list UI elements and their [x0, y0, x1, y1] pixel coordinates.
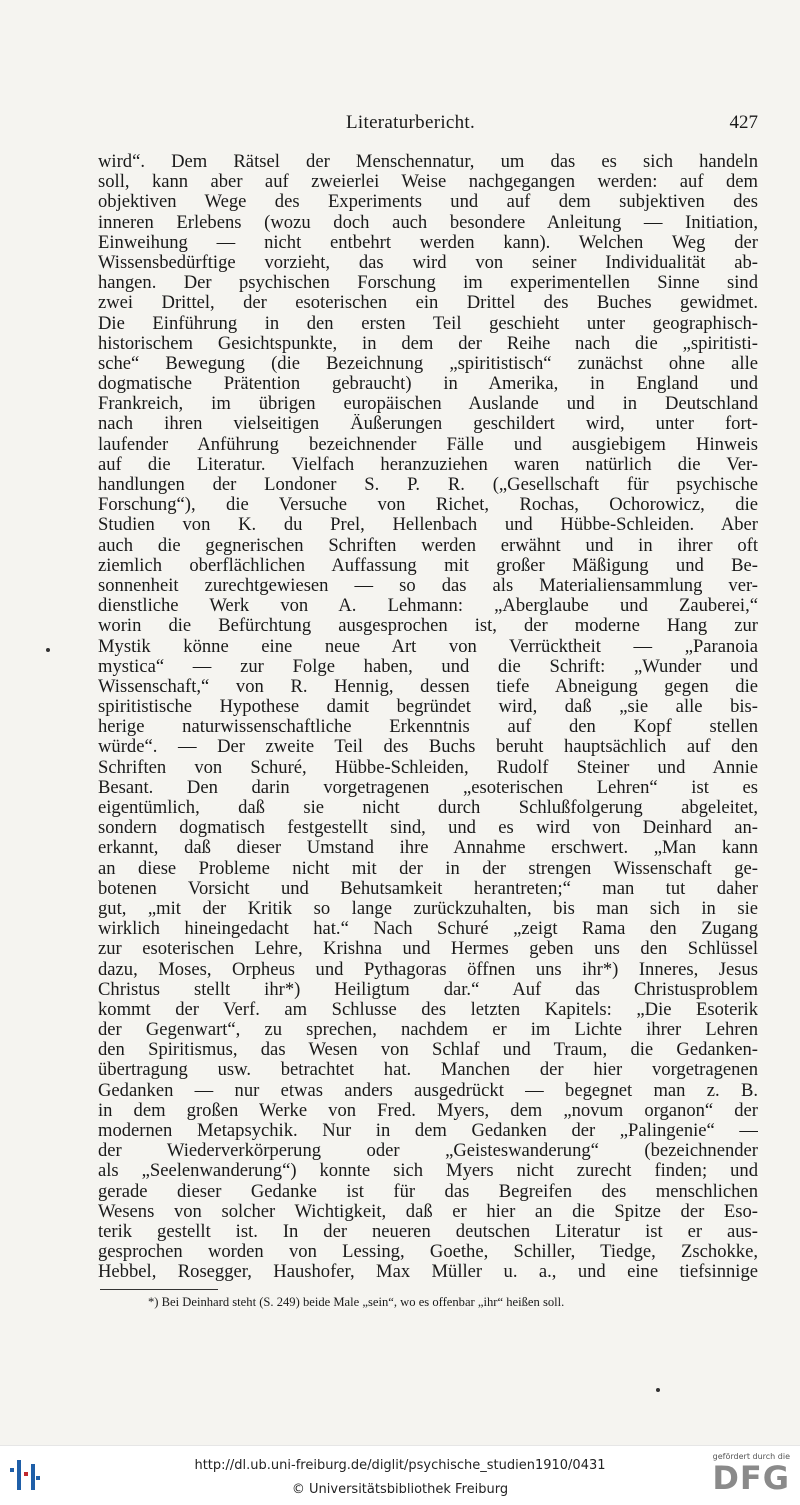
text-line: Frankreich, im übrigen europäischen Auslande und in Deutschland: [98, 394, 758, 415]
text-line: Einweihung — nicht entbehrt werden kann). Welchen Weg der: [98, 232, 758, 253]
text-line: sondern dogmatisch festgestellt sind, und es wird von Deinhard an-: [98, 818, 758, 839]
body-text: [98, 152, 758, 1283]
text-line: dienstliche Werk von A. Lehmann: „Aberglaube und Zauberei,“: [98, 596, 758, 617]
scan-speck: [46, 648, 50, 652]
dfg-caption: gefördert durch die: [712, 1452, 790, 1461]
running-head: [96, 112, 758, 142]
text-line: den Spiritismus, das Wesen von Schlaf und Traum, die Gedanken-: [98, 1040, 758, 1061]
text-line: gut, „mit der Kritik so lange zurückzuhalten, bis man sich in sie: [98, 898, 758, 919]
text-line: der Gegenwart“, zu sprechen, nachdem er im Lichte ihrer Lehren: [98, 1020, 758, 1041]
text-line: dazu, Moses, Orpheus und Pythagoras öffnen uns ihr*) Inneres, Jesus: [98, 959, 758, 980]
text-line: als „Seelenwanderung“) konnte sich Myers nicht zurecht finden; und: [98, 1161, 758, 1182]
text-line: zwei Drittel, der esoterischen ein Drittel des Buches gewidmet.: [98, 293, 758, 314]
viewer-footer: [0, 1445, 800, 1505]
running-head-title: Literaturbericht.: [346, 112, 476, 133]
text-line: Wesens von solcher Wichtigkeit, daß er hier an die Spitze der Eso-: [98, 1201, 758, 1222]
text-line: an diese Probleme nicht mit der in der strengen Wissenschaft ge-: [98, 858, 758, 879]
text-line: Wissensbedürftige vorzieht, das wird von seiner Individualität ab-: [98, 252, 758, 273]
text-line: gerade dieser Gedanke ist für das Begreifen des menschlichen: [98, 1181, 758, 1202]
text-line: wird“. Dem Rätsel der Menschennatur, um das es sich handeln: [98, 152, 758, 172]
text-line: laufender Anführung bezeichnender Fälle und ausgiebigem Hinweis: [98, 434, 758, 455]
text-line: gesprochen worden von Lessing, Goethe, Schiller, Tiedge, Zschokke,: [98, 1242, 758, 1263]
text-line: botenen Vorsicht und Behutsamkeit herantreten;“ man tut daher: [98, 878, 758, 899]
text-line: historischem Gesichtspunkte, in dem der Reihe nach die „spiritisti-: [98, 333, 758, 354]
dfg-logo-text: DFG: [712, 1459, 790, 1497]
text-line: Hebbel, Rosegger, Haushofer, Max Müller u. a., und eine tiefsinnige: [98, 1262, 758, 1283]
scan-speck: [656, 1388, 660, 1392]
text-line: auch die gegnerischen Schriften werden erwähnt und in ihrer oft: [98, 535, 758, 556]
text-line: Studien von K. du Prel, Hellenbach und Hübbe-Schleiden. Aber: [98, 515, 758, 536]
text-line: objektiven Wege des Experiments und auf dem subjektiven des: [98, 192, 758, 213]
text-line: terik gestellt ist. In der neueren deutschen Literatur ist er aus-: [98, 1221, 758, 1242]
text-line: übertragung usw. betrachtet hat. Manchen der hier vorgetragenen: [98, 1060, 758, 1081]
text-line: spiritistische Hypothese damit begründet wird, daß „sie alle bis-: [98, 697, 758, 718]
text-line: worin die Befürchtung ausgesprochen ist, der moderne Hang zur: [98, 616, 758, 637]
text-line: herige naturwissenschaftliche Erkenntnis auf den Kopf stellen: [98, 717, 758, 738]
text-line: ziemlich oberflächlichen Auffassung mit großer Mäßigung und Be-: [98, 555, 758, 576]
text-line: Mystik könne eine neue Art von Verrücktheit — „Paranoia: [98, 636, 758, 657]
dfg-logo-icon[interactable]: [708, 1452, 790, 1502]
text-line: Wissenschaft,“ von R. Hennig, dessen tiefe Abneigung gegen die: [98, 676, 758, 697]
page-url-link[interactable]: http://dl.ub.uni-freiburg.de/diglit/psychische_studien1910/0431: [194, 1458, 606, 1473]
copyright-notice: © Universitätsbibliothek Freiburg: [291, 1482, 509, 1497]
text-line: eigentümlich, daß sie nicht durch Schlußfolgerung abgeleitet,: [98, 798, 758, 818]
text-line: modernen Metapsychik. Nur in dem Gedanken der „Palingenie“ —: [98, 1121, 758, 1141]
text-line: mystica“ — zur Folge haben, und die Schrift: „Wunder und: [98, 656, 758, 677]
page-number: 427: [729, 112, 758, 133]
footnote-rule: [100, 1289, 218, 1290]
text-line: kommt der Verf. am Schlusse des letzten Kapitels: „Die Esoterik: [98, 999, 758, 1020]
text-line: dogmatische Prätention gebraucht) in Amerika, in England und: [98, 374, 758, 395]
text-line: würde“. — Der zweite Teil des Buchs beruht hauptsächlich auf den: [98, 737, 758, 758]
footnote: *) Bei Deinhard steht (S. 249) beide Male „sein“, wo es offenbar „ihr“ heißen soll.: [148, 1295, 565, 1309]
text-line: in dem großen Werke von Fred. Myers, dem „novum organon“ der: [98, 1100, 758, 1121]
text-line: Christus stellt ihr*) Heiligtum dar.“ Auf das Christusproblem: [98, 979, 758, 1000]
text-line: sche“ Bewegung (die Bezeichnung „spiritistisch“ zunächst ohne alle: [98, 353, 758, 374]
text-line: hangen. Der psychischen Forschung im experimentellen Sinne sind: [98, 273, 758, 294]
text-line: sonnenheit zurechtgewiesen — so das als Materialiensammlung ver-: [98, 575, 758, 596]
text-line: der Wiederverkörperung oder „Geisteswanderung“ (bezeichnender: [98, 1141, 758, 1162]
text-line: handlungen der Londoner S. P. R. („Gesellschaft für psychische: [98, 475, 758, 495]
text-line: wirklich hineingedacht hat.“ Nach Schuré „zeigt Rama den Zugang: [98, 919, 758, 940]
text-line: Schriften von Schuré, Hübbe-Schleiden, Rudolf Steiner und Annie: [98, 757, 758, 778]
text-line: soll, kann aber auf zweierlei Weise nachgegangen werden: auf dem: [98, 172, 758, 193]
text-line: Forschung“), die Versuche von Richet, Rochas, Ochorowicz, die: [98, 495, 758, 516]
text-line: nach ihren vielseitigen Äußerungen geschildert wird, unter fort-: [98, 414, 758, 435]
text-line: erkannt, daß dieser Umstand ihre Annahme erschwert. „Man kann: [98, 838, 758, 859]
text-line: Gedanken — nur etwas anders ausgedrückt — begegnet man z. B.: [98, 1080, 758, 1101]
text-line: Besant. Den darin vorgetragenen „esoterischen Lehren“ ist es: [98, 777, 758, 798]
text-line: Die Einführung in den ersten Teil geschieht unter geographisch-: [98, 313, 758, 334]
text-line: zur esoterischen Lehre, Krishna und Hermes geben uns den Schlüssel: [98, 939, 758, 960]
text-line: auf die Literatur. Vielfach heranzuziehen waren natürlich die Ver-: [98, 454, 758, 475]
text-line: inneren Erlebens (wozu doch auch besondere Anleitung — Initiation,: [98, 212, 758, 233]
